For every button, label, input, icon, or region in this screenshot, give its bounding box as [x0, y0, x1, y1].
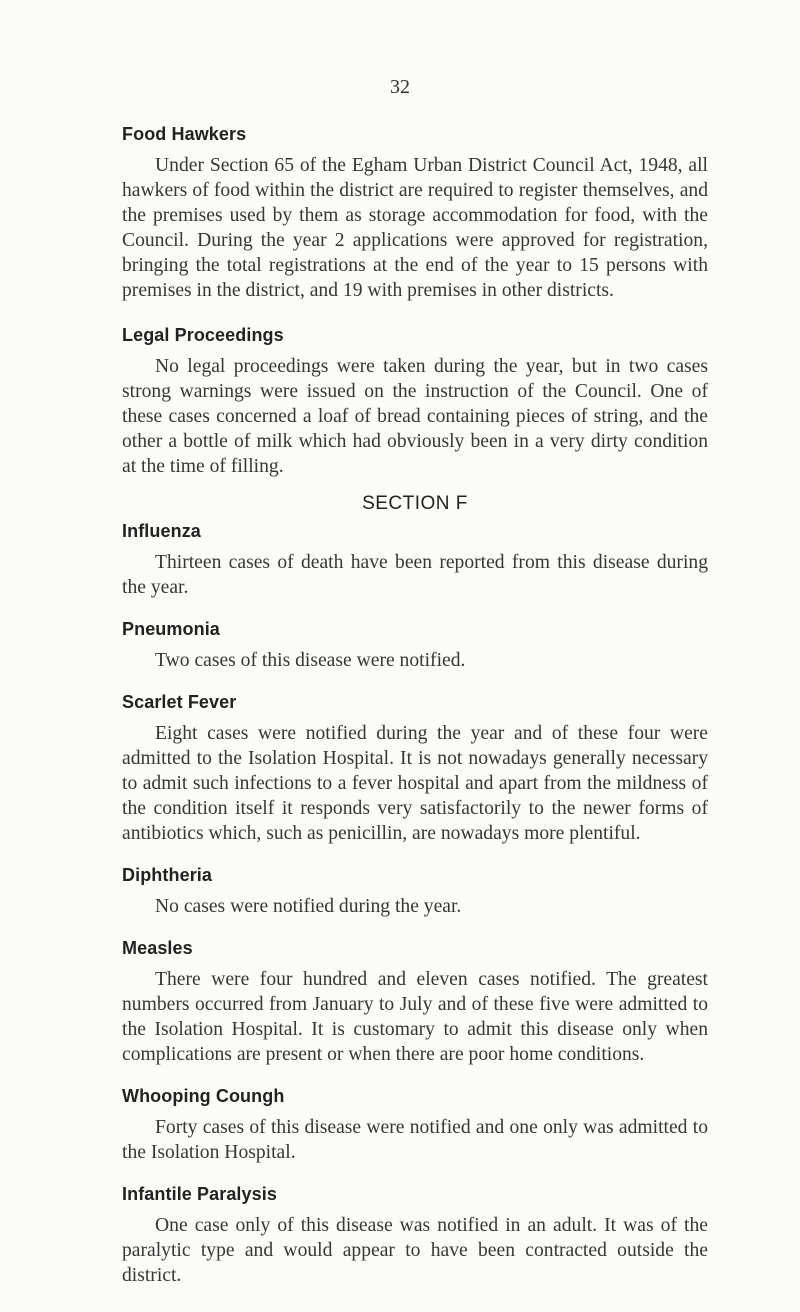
page-number: 32 — [390, 76, 410, 98]
heading-food-hawkers: Food Hawkers — [122, 124, 247, 144]
heading-measles: Measles — [122, 938, 193, 958]
section-whooping-cough — [122, 1086, 708, 1165]
section-f-title: SECTION F — [362, 493, 468, 514]
paragraph-scarlet-fever: Eight cases were notified during the year and of these four were admitted to the Isolation Hospital. It is not nowadays generally necessary to admit such infections to a fever hospital and apart from the mildness of the condition itself it responds very satisfactorily to the newer forms of antibiotics which, such as penicillin, are nowadays more plentiful. — [122, 723, 708, 844]
paragraph-influenza: Thirteen cases of death have been reported from this disease during the year. — [122, 552, 708, 598]
heading-influenza: Influenza — [122, 521, 201, 541]
section-diphtheria — [122, 865, 708, 919]
heading-diphtheria: Diphtheria — [122, 865, 213, 885]
paragraph-pneumonia: Two cases of this disease were notified. — [155, 650, 466, 671]
paragraph-food-hawkers: Under Section 65 of the Egham Urban District Council Act, 1948, all hawkers of food within the district are required to register themselves, and the premises used by them as storage accommodation for food, with the Council. During the year 2 applications were approved for registration, bringing the total registrations at the end of the year to 15 persons with premises in the district, and 19 with premises in other districts. — [122, 155, 708, 301]
paragraph-diphtheria: No cases were notified during the year. — [155, 896, 462, 917]
heading-infantile-paralysis: Infantile Paralysis — [122, 1184, 277, 1204]
paragraph-infantile-paralysis: One case only of this disease was notified in an adult. It was of the paralytic type and would appear to have been contracted outside the district. — [122, 1215, 708, 1286]
heading-scarlet-fever: Scarlet Fever — [122, 692, 237, 712]
section-food-hawkers — [122, 124, 708, 303]
paragraph-whooping-cough: Forty cases of this disease were notified and one only was admitted to the Isolation Hospital. — [122, 1117, 708, 1163]
page-content — [122, 124, 708, 1310]
section-legal-proceedings — [122, 325, 708, 479]
heading-legal-proceedings: Legal Proceedings — [122, 325, 284, 345]
paragraph-legal-proceedings: No legal proceedings were taken during the year, but in two cases strong warnings were issued on the instruction of the Council. One of these cases concerned a loaf of bread containing pieces of string, and the other a bottle of milk which had obviously been in a very dirty condition at the time of filling. — [122, 356, 708, 477]
section-measles — [122, 938, 708, 1067]
heading-whooping-cough: Whooping Coungh — [122, 1086, 285, 1106]
section-scarlet-fever — [122, 692, 708, 846]
section-influenza — [122, 521, 708, 600]
section-pneumonia — [122, 619, 708, 673]
section-infantile-paralysis — [122, 1184, 708, 1288]
paragraph-measles: There were four hundred and eleven cases notified. The greatest numbers occurred from January to July and of these five were admitted to the Isolation Hospital. It is customary to admit this disease only when complications are present or when there are poor home conditions. — [122, 969, 708, 1065]
heading-pneumonia: Pneumonia — [122, 619, 220, 639]
